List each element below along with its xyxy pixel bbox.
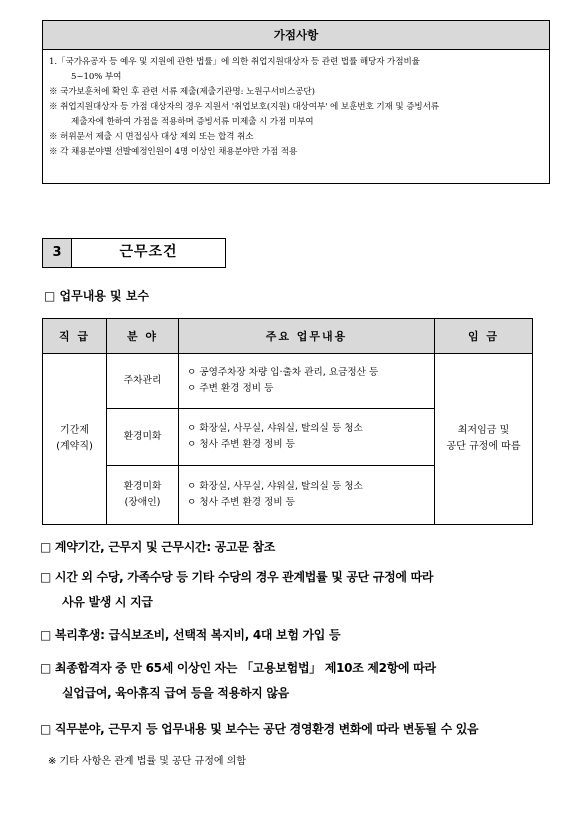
section-title: 근무조건 (119, 244, 178, 260)
footnote: ※ 기타 사항은 관계 법률 및 공단 규정에 의함 (48, 756, 247, 767)
duties-and-pay-heading: □ 업무내용 및 보수 (44, 289, 150, 303)
note-text: □ 최종합격자 중 만 65세 이상인 자는 「고용보험법」 제10조 제2항에 따라 (40, 661, 436, 675)
table-header-row (43, 319, 533, 354)
note-contract-period (40, 538, 275, 555)
duty-item: ㅇ 청사 주변 환경 정비 등 (187, 439, 295, 450)
note-text: □ 복리후생: 급식보조비, 선택적 복지비, 4대 보험 가입 등 (40, 628, 341, 642)
header-field: 분 야 (107, 319, 179, 354)
duties-cell (179, 409, 435, 466)
field-cell (107, 354, 179, 409)
wage-text: 최저임금 및 (457, 425, 510, 436)
note-allowances (40, 568, 433, 610)
field-text: 환경미화 (123, 431, 162, 442)
table-row (43, 354, 533, 409)
grade-text: 기간제 (60, 425, 89, 436)
duties-cell (179, 354, 435, 409)
bonus-line: ※ 취업지원대상자 등 가점 대상자의 경우 지원서 '취업보호(지원) 대상여부' 에 보훈번호 기재 및 증빙서류 (49, 102, 440, 112)
note-text: □ 시간 외 수당, 가족수당 등 기타 수당의 경우 관계법률 및 공단 규정에 따라 (40, 570, 434, 584)
note-welfare (40, 626, 340, 643)
wage-text: 공단 규정에 따름 (446, 441, 521, 452)
field-cell (107, 409, 179, 466)
note-text: □ 직무분야, 근무지 등 업무내용 및 보수는 공단 경영환경 변화에 따라 변동될 수 있음 (40, 722, 479, 736)
duty-item: ㅇ 주변 환경 정비 등 (187, 383, 274, 394)
bonus-points-title: 가점사항 (43, 21, 549, 50)
duty-item: ㅇ 화장실, 사무실, 샤워실, 탈의실 등 청소 (187, 423, 363, 434)
header-wage: 임 금 (435, 319, 533, 354)
section-number: 3 (43, 239, 72, 267)
note-text: 사유 발생 시 지급 (62, 595, 153, 609)
duty-item: ㅇ 청사 주변 환경 정비 등 (187, 497, 295, 508)
work-conditions-table (42, 318, 533, 525)
bonus-line: ※ 국가보훈처에 확인 후 관련 서류 제출(제출기관명: 노원구서비스공단) (49, 87, 315, 97)
field-text: 환경미화 (123, 481, 162, 492)
duty-item: ㅇ 공영주차장 차량 입·출차 관리, 요금정산 등 (187, 367, 379, 378)
wage-cell (435, 354, 533, 525)
bonus-line: 1.「국가유공자 등 예우 및 지원에 관한 법률」에 의한 취업지원대상자 등 관련 법률 해당자 가점비율 (49, 57, 420, 67)
bonus-line: ※ 각 채용분야별 선발예정인원이 4명 이상인 채용분야만 가점 적용 (49, 147, 298, 157)
field-text: 주차관리 (123, 375, 162, 386)
note-age-65 (40, 659, 436, 701)
field-cell (107, 466, 179, 525)
note-text: 실업급여, 육아휴직 급여 등을 적용하지 않음 (62, 686, 289, 700)
duty-item: ㅇ 화장실, 사무실, 샤워실, 탈의실 등 청소 (187, 481, 363, 492)
bonus-line: 제출자에 한하여 가점을 적용하며 증빙서류 미제출 시 가점 미부여 (71, 117, 314, 127)
bonus-line: ※ 허위문서 제출 시 면접심사 대상 제외 또는 합격 취소 (49, 132, 254, 142)
bonus-points-box (42, 20, 550, 184)
header-duties: 주요 업무내용 (179, 319, 435, 354)
header-grade: 직 급 (43, 319, 107, 354)
grade-cell (43, 354, 107, 525)
bonus-line: 5~10% 부여 (71, 72, 122, 82)
note-text: □ 계약기간, 근무지 및 근무시간: 공고문 참조 (40, 540, 276, 554)
field-text: (장애인) (124, 497, 161, 508)
section-heading (42, 238, 226, 268)
note-subject-to-change (40, 720, 478, 737)
grade-text: (계약직) (56, 441, 93, 452)
bonus-points-list (43, 50, 549, 160)
duties-cell (179, 466, 435, 525)
